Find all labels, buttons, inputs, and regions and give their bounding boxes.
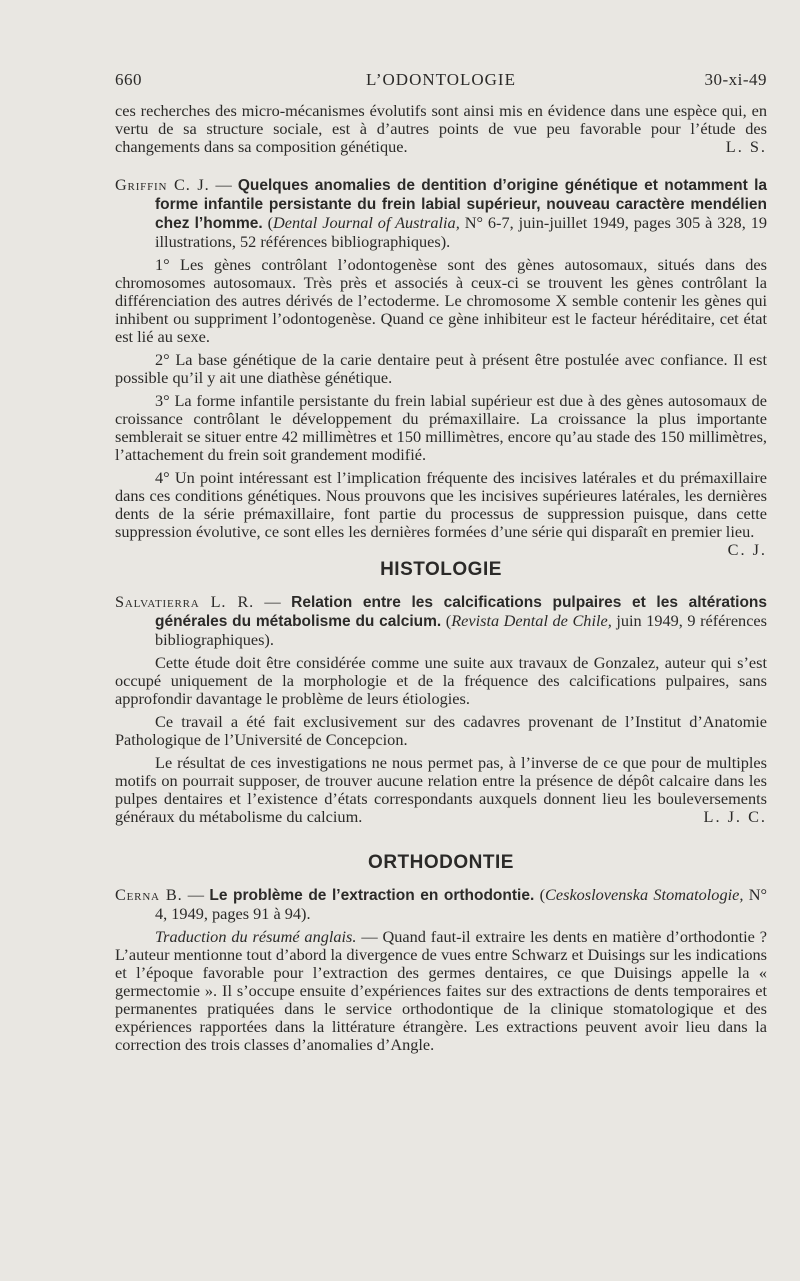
intro-signature: L. S. bbox=[725, 137, 767, 156]
intro-text: ces recherches des micro-mécanismes évolutifs sont ainsi mis en évidence dans une espèce qui, en vertu de sa structure sociale, est à d’autres points de vue peu favorable pour l’étude des changements dans sa composition génétique. bbox=[115, 101, 767, 156]
griffin-paragraph-1: 1° Les gènes contrôlant l’odontogenèse sont des gènes autosomaux, situés dans des chromosomes autosomaux. Très près et associés à ceux-ci se trouvent les gènes contrôlant la différenciation des autres dérivés de l’ectoderme. Le chromosome X semble contenir les gènes qui inhibent ou suppriment l’odontogenèse. Quand ce gène inhibiteur est le facteur héréditaire, cet état est lié au sexe. bbox=[115, 255, 767, 346]
griffin-signature: C. J. bbox=[727, 540, 767, 559]
griffin-paren: ( bbox=[262, 213, 273, 232]
cerna-paren: ( bbox=[534, 885, 546, 904]
histologie-paragraph-3 bbox=[115, 754, 767, 826]
histologie-paragraph-3-text: Le résultat de ces investigations ne nous permet pas, à l’inverse de ce que pour de multiples motifs on pourrait supposer, de trouver aucune relation entre la présence de dépôt calcaire dans les pulpes dentaires et l’existence d’états correspondants auxquels donnent lieu les bouleversements généraux du métabolisme du calcium. bbox=[115, 753, 767, 826]
salvatierra-title: Relation entre les calcifications pulpaires et les altérations générales du métabolisme du calcium. bbox=[155, 594, 768, 630]
cerna-journal: Ceskoslovenska Stomatologie, bbox=[545, 885, 744, 904]
cerna-dash: — bbox=[182, 885, 210, 904]
cerna-author: Cerna B. bbox=[115, 885, 183, 904]
salvatierra-ref-details: juin 1949, 9 références bibliographiques). bbox=[155, 611, 767, 649]
histologie-paragraph-2: Ce travail a été fait exclusivement sur des cadavres provenant de l’Institut d’Anatomie Pathologique de l’Université de Concepcion. bbox=[115, 712, 767, 749]
section-heading-orthodontie: ORTHODONTIE bbox=[368, 852, 514, 873]
orthodontie-paragraph-1-text: — Quand faut-il extraire les dents en matière d’orthodontie ? L’auteur mentionne tout d’abord la divergence de vues entre Schwarz et Duisings sur les indications et l’époque favorable pour l’extraction des germes dentaires, ce que Duisings appelle la « germectomie ». Il s’occupe ensuite d’expériences faites sur des extractions de dents temporaires et permanentes pratiquées dans le service orthodontique de la clinique stomatologique et des expériences rapportées dans la littérature étrangère. Les extractions peuvent avoir lieu dans la correction des trois classes d’anomalies d’Angle. bbox=[115, 927, 767, 1054]
griffin-journal: Dental Journal of Australia, bbox=[273, 213, 460, 232]
griffin-title: Quelques anomalies de dentition d’origine génétique et notamment la forme infantile persistante du frein labial supérieur, nouveau caractère mendélien chez l’homme. bbox=[155, 177, 768, 232]
page-number: 660 bbox=[115, 70, 142, 89]
orthodontie-paragraph-1 bbox=[115, 928, 767, 1054]
salvatierra-author: Salvatierra L. R. bbox=[115, 592, 255, 611]
cerna-ref-details: N° 4, 1949, pages 91 à 94). bbox=[155, 885, 768, 923]
histologie-signature: L. J. C. bbox=[703, 807, 767, 826]
griffin-dash: — bbox=[209, 175, 238, 194]
griffin-author: Griffin C. J. bbox=[115, 175, 210, 194]
running-header bbox=[115, 70, 767, 94]
griffin-ref-details: N° 6-7, juin-juillet 1949, pages 305 à 328, 19 illustrations, 52 références bibliographiques). bbox=[155, 213, 767, 251]
cerna-reference bbox=[115, 886, 767, 923]
griffin-paragraph-4 bbox=[115, 468, 767, 559]
intro-paragraph bbox=[115, 102, 767, 156]
running-title: L’ODONTOLOGIE bbox=[366, 70, 516, 89]
griffin-paragraph-2: 2° La base génétique de la carie dentaire peut à présent être postulée avec confiance. Il est possible qu’il y ait une diathèse génétique. bbox=[115, 350, 767, 387]
salvatierra-journal: Revista Dental de Chile, bbox=[451, 611, 612, 630]
griffin-paragraph-3: 3° La forme infantile persistante du frein labial supérieur est due à des gènes autosomaux de croissance contrôlant le développement du prémaxillaire. La croissance la plus importante semblerait se situer entre 42 millimètres et 150 millimètres, encore qu’au stade des 150 millimètres, l’attachement du frein soit grandement modifié. bbox=[115, 391, 767, 464]
griffin-paragraph-4-text: 4° Un point intéressant est l’implication fréquente des incisives latérales et du prémaxillaire dans ces conditions génétiques. Nous prouvons que les incisives supérieures latérales, les dernières dents de la série prémaxillaire, font partie du processus de suppression puisque, dans cette suppression évolutive, ce sont elles les dernières formées d’une série qui disparaît en premier lieu. bbox=[115, 468, 767, 541]
issue-date: 30-xi-49 bbox=[704, 70, 767, 89]
salvatierra-paren: ( bbox=[441, 611, 452, 630]
page-body bbox=[115, 102, 767, 1054]
section-heading-histologie: HISTOLOGIE bbox=[380, 559, 502, 580]
histologie-paragraph-1: Cette étude doit être considérée comme une suite aux travaux de Gonzalez, auteur qui s’est occupé uniquement de la morphologie et de la fréquence des calcifications pulpaires, sans approfondir davantage le problème de leurs étiologies. bbox=[115, 653, 767, 708]
griffin-reference bbox=[115, 176, 767, 251]
salvatierra-reference bbox=[115, 593, 767, 649]
cerna-title: Le problème de l’extraction en orthodontie. bbox=[209, 887, 535, 904]
orthodontie-paragraph-1-lead: Traduction du résumé anglais. bbox=[155, 927, 357, 946]
salvatierra-dash: — bbox=[254, 592, 292, 611]
